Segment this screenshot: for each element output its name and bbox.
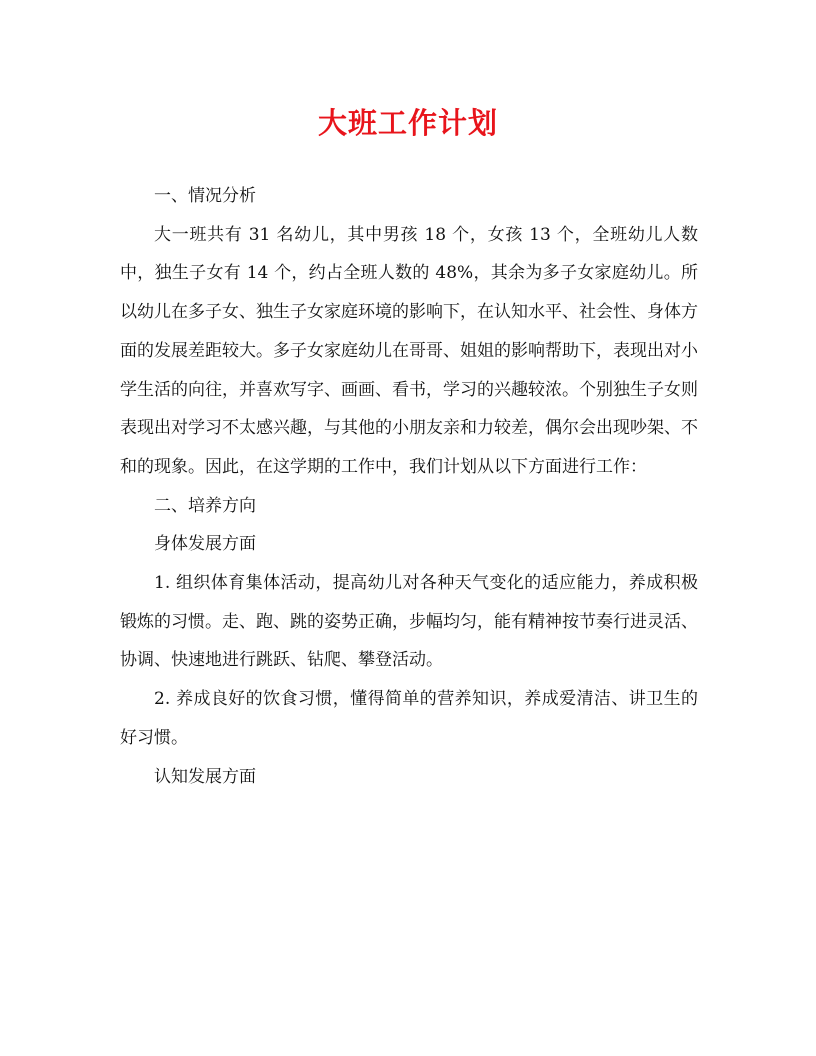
section-heading-situation-analysis: 一、情况分析 — [154, 186, 256, 206]
list-item-physical-1: 1. 组织体育集体活动，提高幼儿对各种天气变化的适应能力，养成积极锻炼的习惯。走、跑、跳的姿势正确，步幅均匀，能有精神按节奏行进灵活、协调、快速地进行跳跃、钻爬、攀登活动。 — [120, 573, 698, 671]
subheading-physical-development: 身体发展方面 — [154, 534, 256, 555]
document-title: 大班工作计划 — [317, 106, 498, 140]
paragraph-class-overview: 大一班共有 31 名幼儿，其中男孩 18 个，女孩 13 个，全班幼儿人数中，独生子女有 14 个，约占全班人数的 48%，其余为多子女家庭幼儿。所以幼儿在多子女、独生子女家庭环境的影响下，在认知水平、社会性、身体方面的发展差距较大。多子女家庭幼儿在哥哥、姐姐的影响帮助下，表现出对小学生活的向往，并喜欢写字、画画、看书，学习的兴趣较浓。个别独生子女则表现出对学习不太感兴趣，与其他的小朋友亲和力较差，偶尔会出现吵架、不和的现象。因此，在这学期的工作中，我们计划从以下方面进行工作： — [120, 224, 698, 477]
list-item-physical-2: 2. 养成良好的饮食习惯，懂得简单的营养知识，养成爱清洁、讲卫生的好习惯。 — [120, 689, 698, 748]
section-heading-training-direction: 二、培养方向 — [154, 495, 256, 516]
subheading-cognitive-development: 认知发展方面 — [154, 766, 256, 787]
document-body — [120, 177, 698, 796]
